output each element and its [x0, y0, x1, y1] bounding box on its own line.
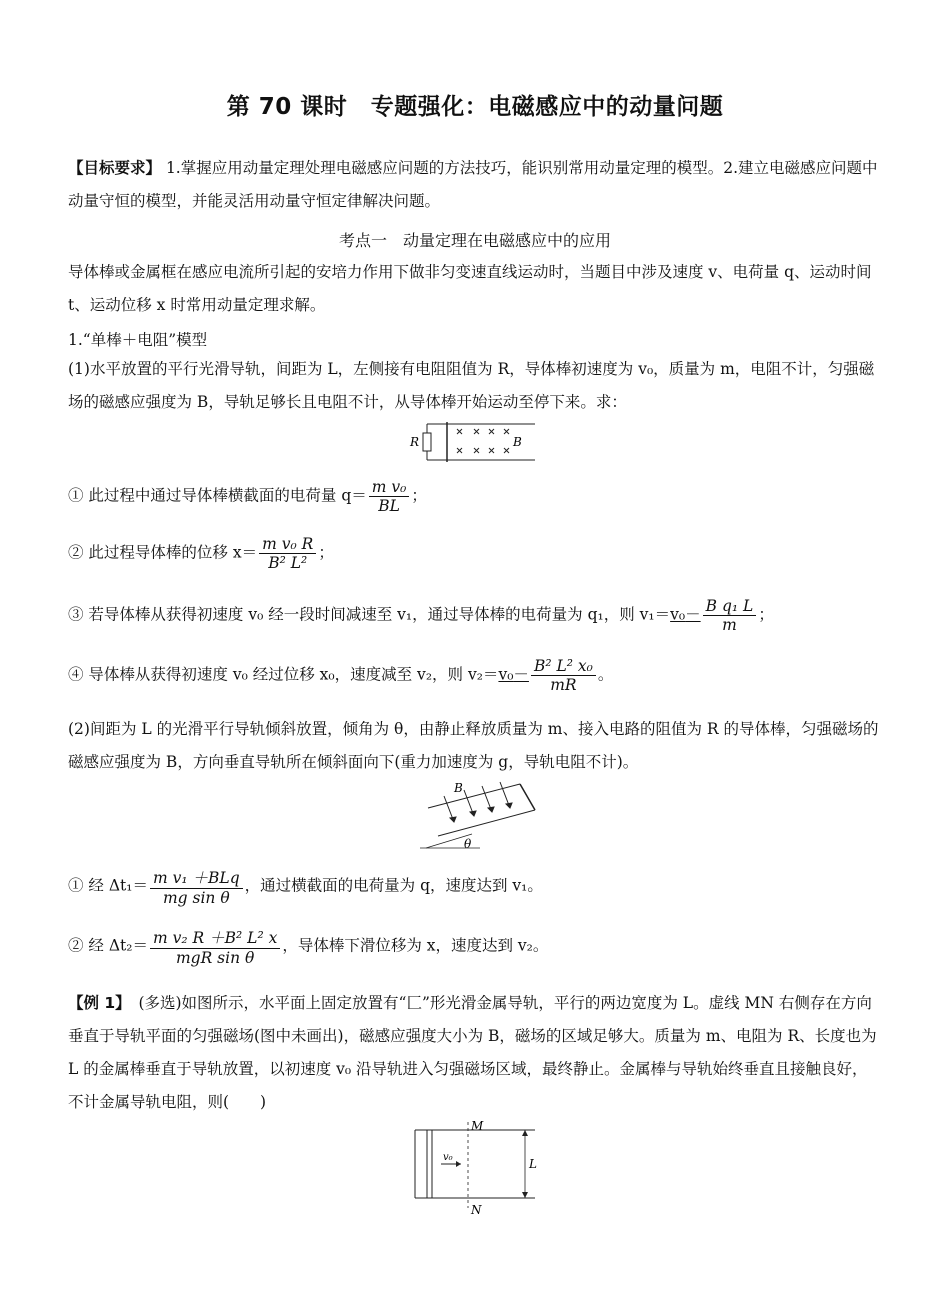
fig2-label-theta: θ	[464, 837, 472, 851]
model2-paragraph: (2)间距为 L 的光滑平行导轨倾斜放置，倾角为 θ，由静止释放质量为 m、接入电路的阻值为 R 的导体棒，匀强磁场的磁感应强度为 B，方向垂直导轨所在倾斜面向下(重力加速度为 g，导轨电阻不计)。	[68, 720, 879, 771]
figure-single-rod	[405, 420, 540, 466]
item1-1: ① 此过程中通过导体棒横截面的电荷量 q＝ $\frac{\text{m v₀}}{BL}$ ；	[68, 478, 427, 515]
model1-title: 1.“单棒＋电阻”模型	[68, 331, 208, 349]
figure-example1	[405, 1118, 555, 1218]
goal-text: 1.掌握应用动量定理处理电磁感应问题的方法技巧，能识别常用动量定理的模型。2.建立电磁感应问题中动量守恒的模型，并能灵活用动量守恒定律解决问题。	[68, 159, 878, 210]
item1-3: ③ 若导体棒从获得初速度 v₀ 经一段时间减速至 v₁，通过导体棒的电荷量为 q₁，则 v₁＝v₀－ $\frac{\text{B q₁ L}}{m}$ ；	[68, 597, 774, 634]
fig3-label-v0: v₀	[443, 1152, 453, 1163]
page-title: 第 70 课时 专题强化：电磁感应中的动量问题	[226, 94, 724, 120]
fraction: $\frac{\text{B q₁ L}}{m}$	[703, 597, 757, 634]
example1-text: (多选)如图所示，水平面上固定放置有“匚”形光滑金属导轨，平行的两边宽度为 L。虚线 MN 右侧存在方向垂直于导轨平面的匀强磁场(图中未画出)，磁感应强度大小为 B，磁场的区域足够大。质量为 m、电阻为 R、长度也为 L 的金属棒垂直于导轨放置，以初速度 v₀ 沿导轨进入匀强磁场区域，最终静止。金属棒与导轨始终垂直且接触良好，不计金属导轨电阻，则( )	[68, 994, 877, 1111]
example1-paragraph	[68, 987, 880, 1119]
item1-2: ② 此过程导体棒的位移 x＝ $\frac{\text{m v₀ R}}{\text{B² L²}}$ ；	[68, 535, 334, 572]
fraction: $\frac{\text{m v₁ ＋BLq}}{\text{mg sin θ}}$	[150, 866, 243, 907]
fig1-label-b: B	[513, 435, 522, 449]
model1-paragraph: (1)水平放置的平行光滑导轨，间距为 L，左侧接有电阻阻值为 R，导体棒初速度为 v₀，质量为 m，电阻不计，匀强磁场的磁感应强度为 B，导轨足够长且电阻不计，从导体棒开始运动至停下来。求：	[68, 360, 875, 411]
fig3-label-m: M	[471, 1119, 484, 1133]
item2-1: ① 经 Δt₁＝ $\frac{\text{m v₁ ＋BLq}}{\text{mg sin θ}}$ ，通过横截面的电荷量为 q，速度达到 v₁。	[68, 866, 543, 907]
section-heading: 考点一 动量定理在电磁感应中的应用	[338, 231, 611, 250]
figure-inclined-rails	[420, 778, 550, 852]
goal-paragraph	[68, 152, 880, 218]
item2-2: ② 经 Δt₂＝ $\frac{\text{m v₂ R ＋B² L² x}}{\text{mgR sin θ}}$ ，导体棒下滑位移为 x，速度达到 v₂。	[68, 926, 548, 967]
fig3-label-n: N	[471, 1203, 482, 1217]
fraction: $\frac{\text{m v₀}}{BL}$	[369, 478, 410, 515]
goal-label: 【目标要求】	[68, 159, 162, 177]
fraction: $\frac{\text{m v₂ R ＋B² L² x}}{\text{mgR sin θ}}$	[150, 926, 280, 967]
fig3-label-l: L	[529, 1157, 537, 1171]
fig1-label-r: R	[410, 435, 420, 449]
item1-4: ④ 导体棒从获得初速度 v₀ 经过位移 x₀，速度减至 v₂，则 v₂＝v₀－ $\frac{\text{B² L² x₀}}{mR}$ 。	[68, 657, 614, 694]
fraction: $\frac{\text{m v₀ R}}{\text{B² L²}}$	[259, 535, 316, 572]
example1-label: 【例 1】	[68, 994, 123, 1012]
intro-paragraph: 导体棒或金属框在感应电流所引起的安培力作用下做非匀变速直线运动时，当题目中涉及速度 v、电荷量 q、运动时间 t、运动位移 x 时常用动量定理求解。	[68, 263, 872, 314]
fraction: $\frac{\text{B² L² x₀}}{mR}$	[531, 657, 596, 694]
fig2-label-b: B	[454, 781, 463, 795]
